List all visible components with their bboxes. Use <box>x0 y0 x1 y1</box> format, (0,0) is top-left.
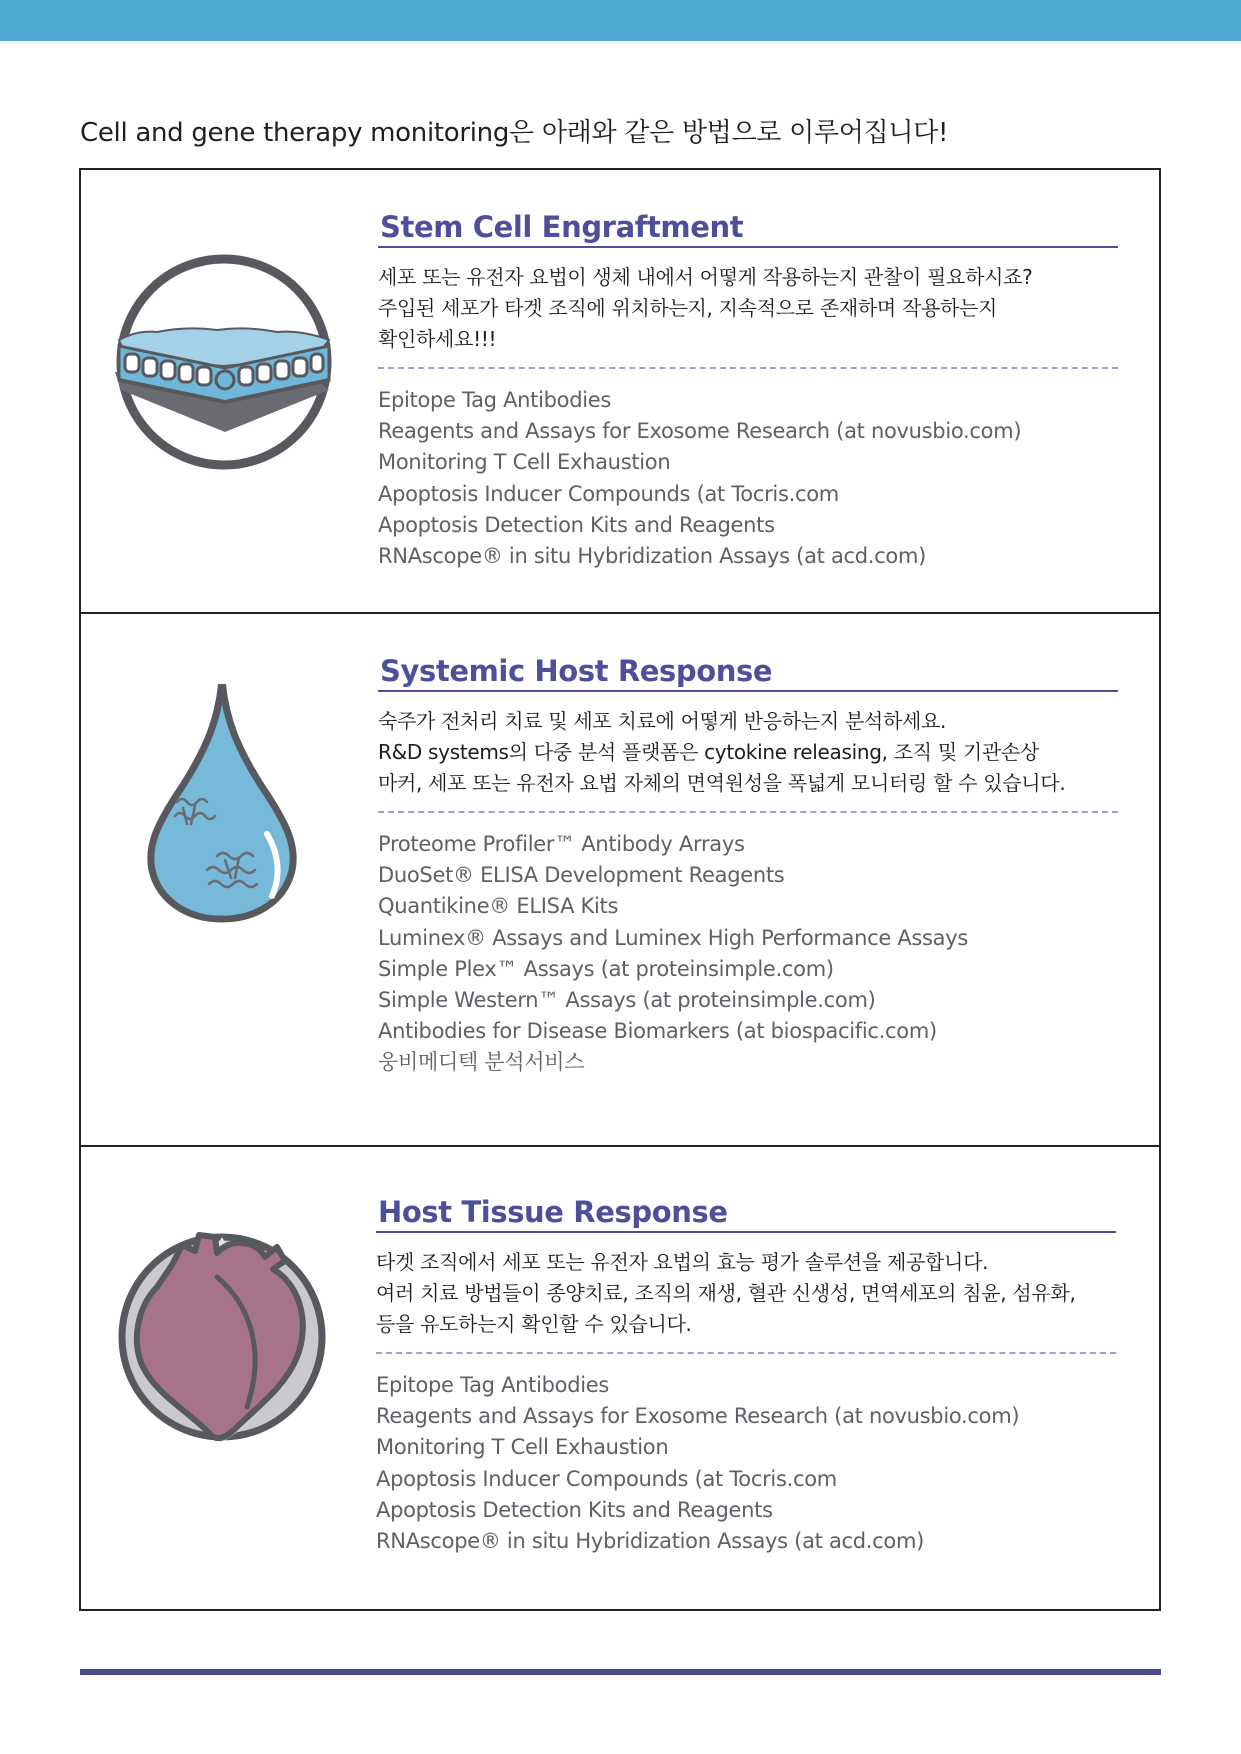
product-link[interactable]: Quantikine® ELISA Kits <box>378 894 619 919</box>
product-links <box>378 829 1118 1079</box>
description-line: 마커, 세포 또는 유전자 요법 자체의 면역원성을 폭넓게 모니터링 할 수 있습니다. <box>378 771 1066 795</box>
product-link[interactable]: DuoSet® ELISA Development Reagents <box>378 863 785 888</box>
cell-layer-icon <box>97 240 347 480</box>
section-content <box>376 1195 1116 1557</box>
section-content <box>378 654 1118 1079</box>
dashed-divider <box>378 367 1118 369</box>
description-line: 확인하세요!!! <box>378 327 497 351</box>
droplet-icon <box>97 684 347 924</box>
product-link[interactable]: Luminex® Assays and Luminex High Performance Assays <box>378 925 969 950</box>
product-link[interactable]: Apoptosis Detection Kits and Reagents <box>376 1497 773 1522</box>
description-line: 숙주가 전처리 치료 및 세포 치료에 어떻게 반응하는지 분석하세요. <box>378 709 947 733</box>
product-link[interactable]: Simple Western™ Assays (at proteinsimple.com) <box>378 988 876 1013</box>
section-title: Host Tissue Response <box>376 1195 1116 1233</box>
product-link[interactable]: Epitope Tag Antibodies <box>378 388 612 412</box>
description-line: 세포 또는 유전자 요법이 생체 내에서 어떻게 작용하는지 관찰이 필요하시죠? <box>378 265 1033 289</box>
product-link[interactable]: Monitoring T Cell Exhaustion <box>378 450 671 475</box>
section-host-tissue-response <box>81 1145 1159 1609</box>
product-link[interactable]: RNAscope® in situ Hybridization Assays (at acd.com) <box>376 1529 925 1554</box>
product-link[interactable]: Monitoring T Cell Exhaustion <box>376 1435 669 1460</box>
product-links <box>376 1370 1116 1557</box>
product-link[interactable]: Antibodies for Disease Biomarkers (at biospacific.com) <box>378 1019 937 1044</box>
product-link[interactable]: Apoptosis Inducer Compounds (at Tocris.com <box>376 1466 837 1491</box>
product-link[interactable]: Reagents and Assays for Exosome Research (at novusbio.com) <box>376 1404 1020 1429</box>
page-heading: Cell and gene therapy monitoring은 아래와 같은 방법으로 이루어집니다! <box>80 118 949 148</box>
description-line: 여러 치료 방법들이 종양치료, 조직의 재생, 혈관 신생성, 면역세포의 침윤, 섬유화, <box>376 1281 1076 1305</box>
description-line: 등을 유도하는지 확인할 수 있습니다. <box>376 1312 692 1336</box>
product-link[interactable]: Apoptosis Detection Kits and Reagents <box>378 512 775 537</box>
section-description <box>378 706 1118 799</box>
bottom-accent-bar <box>80 1669 1161 1675</box>
section-description <box>378 262 1118 355</box>
section-title: Systemic Host Response <box>378 654 1118 692</box>
section-stem-cell-engraftment <box>81 170 1159 612</box>
product-link[interactable]: 웅비메디텍 분석서비스 <box>378 1050 585 1075</box>
top-accent-bar <box>0 0 1241 41</box>
dashed-divider <box>376 1352 1116 1354</box>
product-link[interactable]: Reagents and Assays for Exosome Research (at novusbio.com) <box>378 419 1022 444</box>
product-link[interactable]: Apoptosis Inducer Compounds (at Tocris.com <box>378 481 839 506</box>
section-description <box>376 1247 1116 1340</box>
description-line: R&D systems의 다중 분석 플랫폼은 cytokine releasing, 조직 및 기관손상 <box>378 740 1039 764</box>
product-link[interactable]: Proteome Profiler™ Antibody Arrays <box>378 832 745 856</box>
description-line: 주입된 세포가 타겟 조직에 위치하는지, 지속적으로 존재하며 작용하는지 <box>378 296 998 320</box>
product-link[interactable]: Epitope Tag Antibodies <box>376 1373 610 1397</box>
product-link[interactable]: Simple Plex™ Assays (at proteinsimple.com) <box>378 956 834 981</box>
heart-icon <box>97 1207 347 1447</box>
section-title: Stem Cell Engraftment <box>378 210 1118 248</box>
section-systemic-host-response <box>81 612 1159 1145</box>
description-line: 타겟 조직에서 세포 또는 유전자 요법의 효능 평가 솔루션을 제공합니다. <box>376 1250 989 1274</box>
methods-table <box>79 168 1161 1611</box>
product-link[interactable]: RNAscope® in situ Hybridization Assays (at acd.com) <box>378 544 927 569</box>
section-content <box>378 210 1118 572</box>
dashed-divider <box>378 811 1118 813</box>
product-links <box>378 385 1118 572</box>
